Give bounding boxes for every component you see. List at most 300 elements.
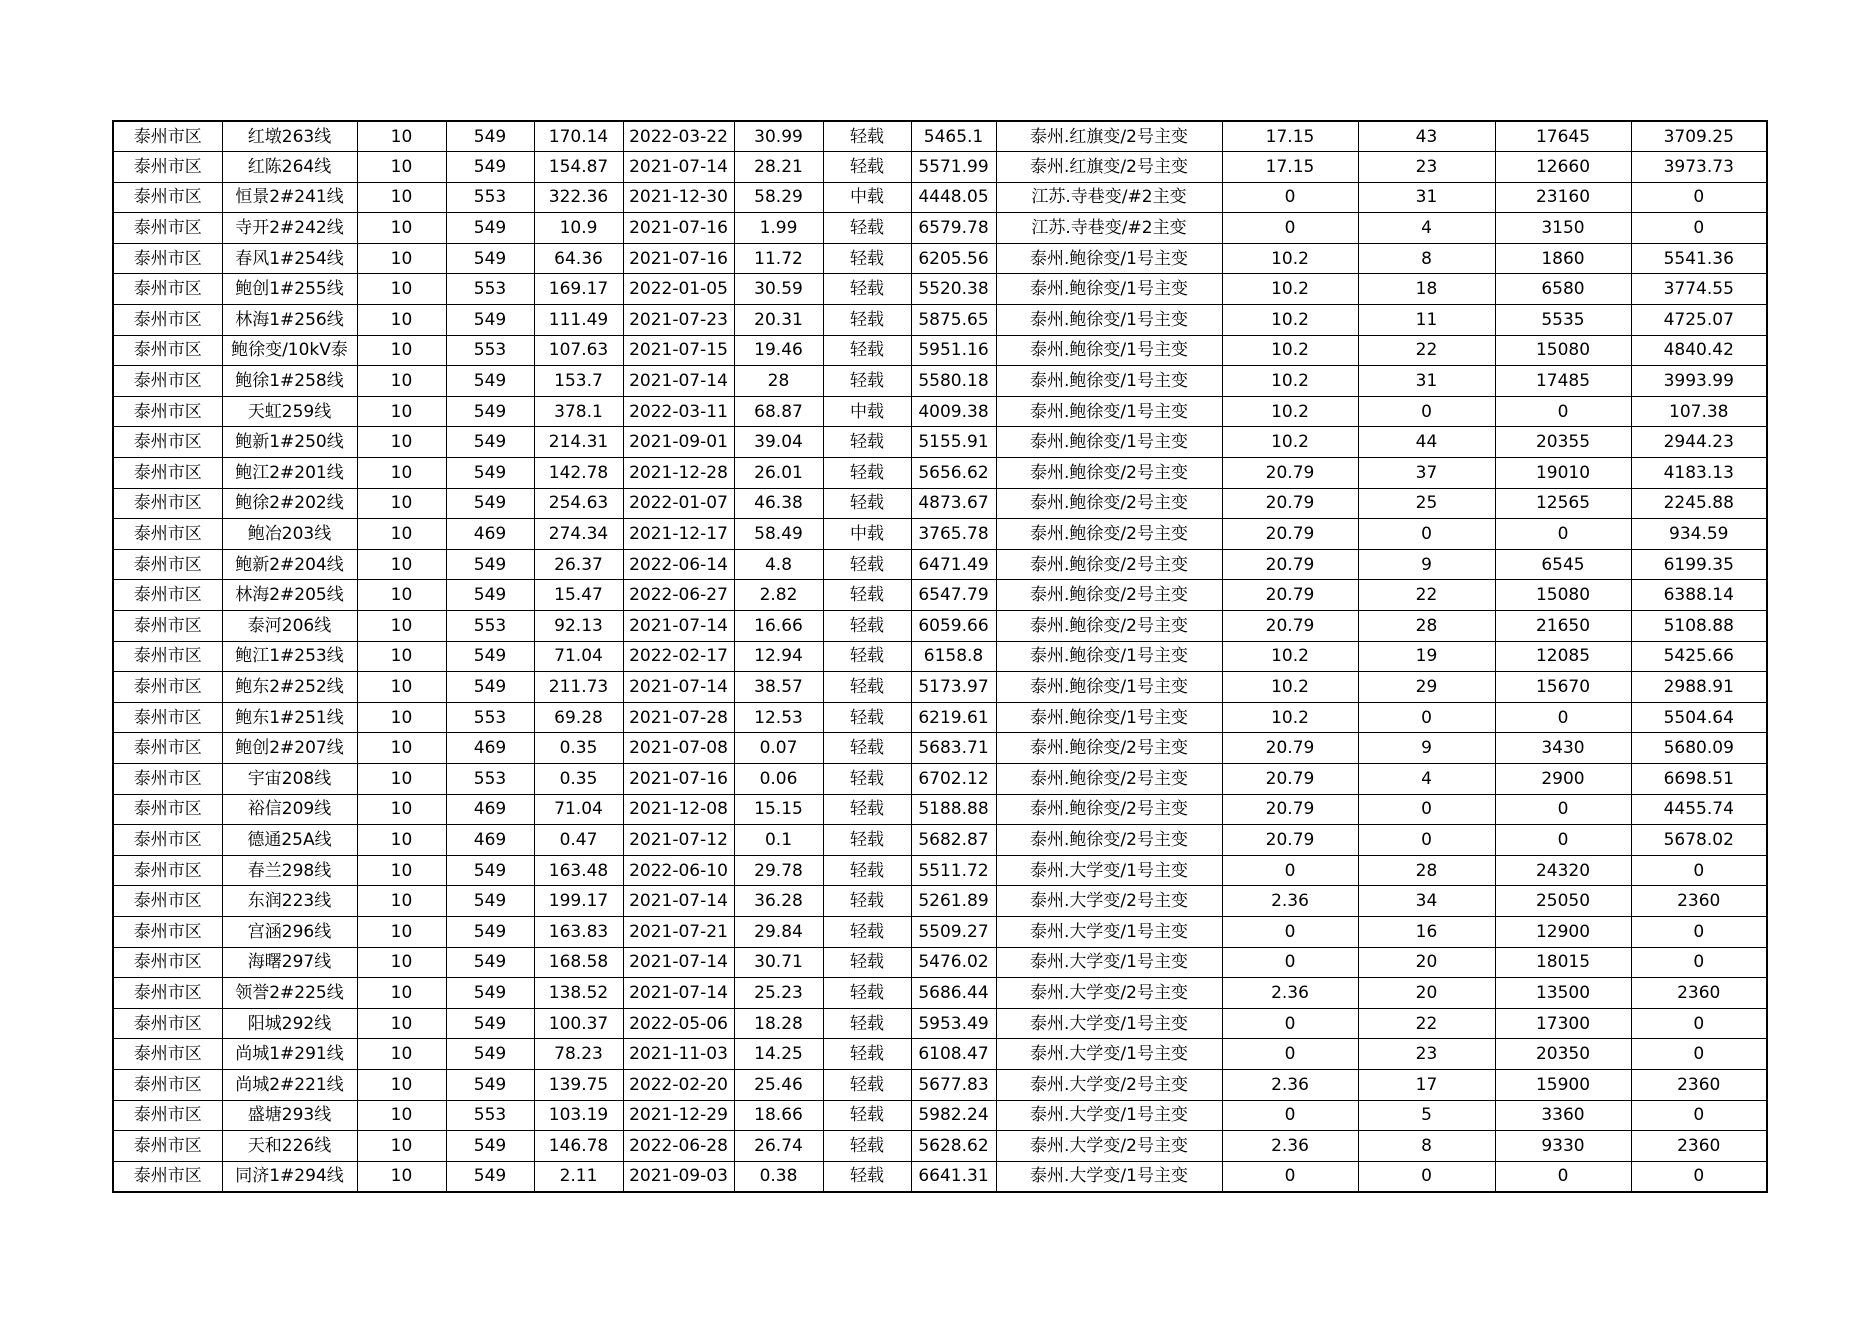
cell-margin: 5628.62 xyxy=(911,1131,996,1162)
cell-date: 2021-07-16 xyxy=(623,213,734,244)
cell-line-name: 鲍徐1#258线 xyxy=(222,366,357,397)
cell-trans-value: 20.79 xyxy=(1222,763,1358,794)
cell-rated-current: 549 xyxy=(446,488,534,519)
cell-transformer: 泰州.红旗变/2号主变 xyxy=(996,121,1222,152)
cell-date: 2021-09-01 xyxy=(623,427,734,458)
cell-rated-current: 549 xyxy=(446,916,534,947)
cell-voltage: 10 xyxy=(357,274,446,305)
cell-load-rate: 30.71 xyxy=(734,947,823,978)
cell-current: 168.58 xyxy=(534,947,623,978)
cell-voltage: 10 xyxy=(357,549,446,580)
cell-transformer: 泰州.鲍徐变/1号主变 xyxy=(996,396,1222,427)
cell-line-name: 恒景2#241线 xyxy=(222,182,357,213)
cell-user-count: 22 xyxy=(1358,1008,1495,1039)
table-row xyxy=(113,611,1767,642)
cell-load-status: 轻载 xyxy=(823,366,911,397)
cell-margin: 4448.05 xyxy=(911,182,996,213)
cell-margin: 5509.27 xyxy=(911,916,996,947)
cell-user-count: 37 xyxy=(1358,458,1495,489)
cell-district: 泰州市区 xyxy=(113,886,222,917)
cell-rated-current: 469 xyxy=(446,733,534,764)
cell-remaining: 5678.02 xyxy=(1631,825,1767,856)
table-row xyxy=(113,427,1767,458)
cell-load-rate: 19.46 xyxy=(734,335,823,366)
cell-trans-value: 0 xyxy=(1222,947,1358,978)
cell-date: 2021-07-23 xyxy=(623,305,734,336)
table-row xyxy=(113,886,1767,917)
table-row xyxy=(113,305,1767,336)
cell-trans-value: 2.36 xyxy=(1222,978,1358,1009)
cell-date: 2022-03-11 xyxy=(623,396,734,427)
cell-district: 泰州市区 xyxy=(113,488,222,519)
cell-user-count: 20 xyxy=(1358,947,1495,978)
cell-rated-current: 549 xyxy=(446,855,534,886)
cell-line-name: 盛塘293线 xyxy=(222,1100,357,1131)
cell-load-rate: 39.04 xyxy=(734,427,823,458)
cell-date: 2021-07-14 xyxy=(623,152,734,183)
cell-user-count: 18 xyxy=(1358,274,1495,305)
cell-remaining: 2360 xyxy=(1631,1131,1767,1162)
cell-remaining: 2988.91 xyxy=(1631,672,1767,703)
cell-load-status: 轻载 xyxy=(823,978,911,1009)
cell-load-rate: 58.49 xyxy=(734,519,823,550)
cell-line-name: 春兰298线 xyxy=(222,855,357,886)
cell-load-status: 轻载 xyxy=(823,672,911,703)
table-row xyxy=(113,1008,1767,1039)
cell-load-rate: 0.06 xyxy=(734,763,823,794)
cell-district: 泰州市区 xyxy=(113,182,222,213)
cell-margin: 6158.8 xyxy=(911,641,996,672)
cell-transformer: 江苏.寺巷变/#2主变 xyxy=(996,182,1222,213)
cell-remaining: 0 xyxy=(1631,1008,1767,1039)
table-row xyxy=(113,672,1767,703)
cell-rated-current: 549 xyxy=(446,549,534,580)
cell-district: 泰州市区 xyxy=(113,305,222,336)
cell-load-rate: 2.82 xyxy=(734,580,823,611)
cell-date: 2021-07-14 xyxy=(623,672,734,703)
cell-voltage: 10 xyxy=(357,825,446,856)
cell-trans-value: 2.36 xyxy=(1222,1131,1358,1162)
cell-user-count: 43 xyxy=(1358,121,1495,152)
cell-transformer: 泰州.鲍徐变/2号主变 xyxy=(996,549,1222,580)
cell-load-rate: 18.28 xyxy=(734,1008,823,1039)
cell-load-status: 中载 xyxy=(823,396,911,427)
cell-remaining: 107.38 xyxy=(1631,396,1767,427)
cell-load-status: 轻载 xyxy=(823,1039,911,1070)
cell-date: 2021-12-29 xyxy=(623,1100,734,1131)
cell-transformer: 泰州.大学变/1号主变 xyxy=(996,1039,1222,1070)
cell-capacity: 6545 xyxy=(1495,549,1631,580)
cell-user-count: 19 xyxy=(1358,641,1495,672)
cell-current: 0.35 xyxy=(534,733,623,764)
cell-date: 2021-12-17 xyxy=(623,519,734,550)
cell-remaining: 3993.99 xyxy=(1631,366,1767,397)
cell-trans-value: 20.79 xyxy=(1222,519,1358,550)
cell-district: 泰州市区 xyxy=(113,947,222,978)
cell-capacity: 15080 xyxy=(1495,335,1631,366)
cell-line-name: 尚城1#291线 xyxy=(222,1039,357,1070)
cell-load-status: 轻载 xyxy=(823,763,911,794)
cell-rated-current: 549 xyxy=(446,672,534,703)
cell-line-name: 林海1#256线 xyxy=(222,305,357,336)
cell-trans-value: 20.79 xyxy=(1222,794,1358,825)
cell-transformer: 泰州.鲍徐变/1号主变 xyxy=(996,702,1222,733)
cell-user-count: 16 xyxy=(1358,916,1495,947)
cell-user-count: 9 xyxy=(1358,733,1495,764)
cell-trans-value: 20.79 xyxy=(1222,549,1358,580)
cell-user-count: 31 xyxy=(1358,182,1495,213)
cell-trans-value: 2.36 xyxy=(1222,886,1358,917)
cell-voltage: 10 xyxy=(357,1008,446,1039)
cell-load-status: 中载 xyxy=(823,182,911,213)
cell-district: 泰州市区 xyxy=(113,825,222,856)
cell-date: 2021-12-08 xyxy=(623,794,734,825)
cell-district: 泰州市区 xyxy=(113,549,222,580)
cell-load-status: 轻载 xyxy=(823,641,911,672)
cell-line-name: 东润223线 xyxy=(222,886,357,917)
cell-trans-value: 10.2 xyxy=(1222,672,1358,703)
cell-load-status: 轻载 xyxy=(823,580,911,611)
cell-district: 泰州市区 xyxy=(113,458,222,489)
cell-line-name: 鲍创2#207线 xyxy=(222,733,357,764)
cell-date: 2021-07-14 xyxy=(623,978,734,1009)
cell-margin: 3765.78 xyxy=(911,519,996,550)
cell-load-rate: 11.72 xyxy=(734,243,823,274)
cell-margin: 5656.62 xyxy=(911,458,996,489)
cell-current: 111.49 xyxy=(534,305,623,336)
cell-line-name: 鲍冶203线 xyxy=(222,519,357,550)
cell-line-name: 鲍新1#250线 xyxy=(222,427,357,458)
cell-transformer: 泰州.鲍徐变/2号主变 xyxy=(996,794,1222,825)
cell-date: 2021-07-12 xyxy=(623,825,734,856)
cell-remaining: 0 xyxy=(1631,1161,1767,1192)
cell-line-name: 鲍东2#252线 xyxy=(222,672,357,703)
cell-trans-value: 17.15 xyxy=(1222,121,1358,152)
cell-rated-current: 549 xyxy=(446,458,534,489)
cell-district: 泰州市区 xyxy=(113,1100,222,1131)
cell-remaining: 934.59 xyxy=(1631,519,1767,550)
cell-voltage: 10 xyxy=(357,335,446,366)
cell-rated-current: 469 xyxy=(446,825,534,856)
cell-voltage: 10 xyxy=(357,152,446,183)
table-body xyxy=(113,121,1767,1192)
cell-load-status: 轻载 xyxy=(823,702,911,733)
cell-transformer: 泰州.鲍徐变/2号主变 xyxy=(996,611,1222,642)
cell-rated-current: 549 xyxy=(446,243,534,274)
cell-margin: 5173.97 xyxy=(911,672,996,703)
cell-voltage: 10 xyxy=(357,580,446,611)
cell-load-rate: 38.57 xyxy=(734,672,823,703)
cell-voltage: 10 xyxy=(357,978,446,1009)
cell-user-count: 5 xyxy=(1358,1100,1495,1131)
cell-voltage: 10 xyxy=(357,641,446,672)
cell-load-status: 轻载 xyxy=(823,152,911,183)
cell-rated-current: 549 xyxy=(446,947,534,978)
cell-district: 泰州市区 xyxy=(113,152,222,183)
cell-margin: 6205.56 xyxy=(911,243,996,274)
cell-trans-value: 20.79 xyxy=(1222,458,1358,489)
cell-district: 泰州市区 xyxy=(113,366,222,397)
cell-trans-value: 20.79 xyxy=(1222,580,1358,611)
cell-user-count: 0 xyxy=(1358,702,1495,733)
cell-user-count: 31 xyxy=(1358,366,1495,397)
cell-line-name: 鲍新2#204线 xyxy=(222,549,357,580)
cell-transformer: 泰州.鲍徐变/2号主变 xyxy=(996,763,1222,794)
cell-remaining: 0 xyxy=(1631,916,1767,947)
cell-trans-value: 10.2 xyxy=(1222,366,1358,397)
cell-date: 2022-02-17 xyxy=(623,641,734,672)
cell-line-name: 裕信209线 xyxy=(222,794,357,825)
cell-load-status: 轻载 xyxy=(823,274,911,305)
cell-current: 153.7 xyxy=(534,366,623,397)
cell-transformer: 泰州.大学变/1号主变 xyxy=(996,916,1222,947)
cell-district: 泰州市区 xyxy=(113,427,222,458)
cell-capacity: 24320 xyxy=(1495,855,1631,886)
cell-rated-current: 553 xyxy=(446,182,534,213)
table-row xyxy=(113,335,1767,366)
cell-line-name: 红墩263线 xyxy=(222,121,357,152)
cell-remaining: 0 xyxy=(1631,182,1767,213)
cell-trans-value: 10.2 xyxy=(1222,335,1358,366)
cell-load-status: 轻载 xyxy=(823,213,911,244)
cell-remaining: 6698.51 xyxy=(1631,763,1767,794)
cell-capacity: 20350 xyxy=(1495,1039,1631,1070)
cell-margin: 5951.16 xyxy=(911,335,996,366)
cell-rated-current: 553 xyxy=(446,763,534,794)
cell-capacity: 12085 xyxy=(1495,641,1631,672)
table-row xyxy=(113,549,1767,580)
cell-rated-current: 553 xyxy=(446,274,534,305)
cell-line-name: 领誉2#225线 xyxy=(222,978,357,1009)
cell-remaining: 0 xyxy=(1631,947,1767,978)
cell-voltage: 10 xyxy=(357,182,446,213)
cell-transformer: 泰州.鲍徐变/2号主变 xyxy=(996,488,1222,519)
table-row xyxy=(113,855,1767,886)
cell-user-count: 11 xyxy=(1358,305,1495,336)
cell-capacity: 12900 xyxy=(1495,916,1631,947)
cell-current: 26.37 xyxy=(534,549,623,580)
cell-trans-value: 0 xyxy=(1222,1039,1358,1070)
table-row xyxy=(113,763,1767,794)
cell-transformer: 泰州.鲍徐变/1号主变 xyxy=(996,243,1222,274)
table-row xyxy=(113,152,1767,183)
cell-margin: 6702.12 xyxy=(911,763,996,794)
cell-current: 71.04 xyxy=(534,794,623,825)
cell-remaining: 0 xyxy=(1631,855,1767,886)
cell-voltage: 10 xyxy=(357,916,446,947)
cell-transformer: 泰州.鲍徐变/1号主变 xyxy=(996,335,1222,366)
cell-rated-current: 469 xyxy=(446,519,534,550)
cell-line-name: 尚城2#221线 xyxy=(222,1069,357,1100)
cell-remaining: 4725.07 xyxy=(1631,305,1767,336)
cell-trans-value: 10.2 xyxy=(1222,305,1358,336)
cell-line-name: 海曙297线 xyxy=(222,947,357,978)
cell-voltage: 10 xyxy=(357,794,446,825)
cell-load-rate: 0.38 xyxy=(734,1161,823,1192)
cell-line-name: 阳城292线 xyxy=(222,1008,357,1039)
cell-load-status: 轻载 xyxy=(823,1131,911,1162)
cell-load-rate: 46.38 xyxy=(734,488,823,519)
cell-user-count: 22 xyxy=(1358,335,1495,366)
cell-margin: 5686.44 xyxy=(911,978,996,1009)
cell-line-name: 宇宙208线 xyxy=(222,763,357,794)
cell-current: 139.75 xyxy=(534,1069,623,1100)
table-row xyxy=(113,733,1767,764)
cell-load-status: 轻载 xyxy=(823,916,911,947)
cell-user-count: 25 xyxy=(1358,488,1495,519)
cell-date: 2021-12-30 xyxy=(623,182,734,213)
cell-current: 92.13 xyxy=(534,611,623,642)
cell-line-name: 天和226线 xyxy=(222,1131,357,1162)
cell-capacity: 18015 xyxy=(1495,947,1631,978)
cell-date: 2022-05-06 xyxy=(623,1008,734,1039)
cell-district: 泰州市区 xyxy=(113,916,222,947)
cell-district: 泰州市区 xyxy=(113,641,222,672)
table-row xyxy=(113,458,1767,489)
data-table xyxy=(112,120,1768,1193)
cell-current: 214.31 xyxy=(534,427,623,458)
cell-capacity: 5535 xyxy=(1495,305,1631,336)
cell-user-count: 44 xyxy=(1358,427,1495,458)
cell-rated-current: 549 xyxy=(446,1161,534,1192)
cell-capacity: 0 xyxy=(1495,794,1631,825)
cell-current: 0.35 xyxy=(534,763,623,794)
cell-trans-value: 10.2 xyxy=(1222,243,1358,274)
cell-current: 71.04 xyxy=(534,641,623,672)
cell-date: 2021-07-08 xyxy=(623,733,734,764)
cell-date: 2022-06-10 xyxy=(623,855,734,886)
cell-rated-current: 549 xyxy=(446,213,534,244)
cell-remaining: 4840.42 xyxy=(1631,335,1767,366)
cell-user-count: 23 xyxy=(1358,1039,1495,1070)
cell-capacity: 19010 xyxy=(1495,458,1631,489)
cell-load-rate: 14.25 xyxy=(734,1039,823,1070)
cell-load-status: 轻载 xyxy=(823,947,911,978)
cell-current: 15.47 xyxy=(534,580,623,611)
cell-load-status: 轻载 xyxy=(823,855,911,886)
cell-transformer: 泰州.大学变/1号主变 xyxy=(996,855,1222,886)
cell-voltage: 10 xyxy=(357,488,446,519)
cell-capacity: 3150 xyxy=(1495,213,1631,244)
cell-district: 泰州市区 xyxy=(113,519,222,550)
cell-line-name: 寺开2#242线 xyxy=(222,213,357,244)
cell-trans-value: 0 xyxy=(1222,1100,1358,1131)
cell-district: 泰州市区 xyxy=(113,580,222,611)
cell-voltage: 10 xyxy=(357,366,446,397)
cell-margin: 4009.38 xyxy=(911,396,996,427)
cell-capacity: 20355 xyxy=(1495,427,1631,458)
cell-rated-current: 549 xyxy=(446,427,534,458)
cell-trans-value: 20.79 xyxy=(1222,733,1358,764)
cell-voltage: 10 xyxy=(357,1100,446,1131)
cell-current: 170.14 xyxy=(534,121,623,152)
cell-user-count: 22 xyxy=(1358,580,1495,611)
cell-margin: 5677.83 xyxy=(911,1069,996,1100)
cell-user-count: 28 xyxy=(1358,611,1495,642)
cell-voltage: 10 xyxy=(357,1069,446,1100)
cell-capacity: 17485 xyxy=(1495,366,1631,397)
cell-remaining: 2944.23 xyxy=(1631,427,1767,458)
cell-load-status: 轻载 xyxy=(823,458,911,489)
cell-rated-current: 469 xyxy=(446,794,534,825)
cell-user-count: 0 xyxy=(1358,519,1495,550)
cell-district: 泰州市区 xyxy=(113,733,222,764)
cell-rated-current: 549 xyxy=(446,1131,534,1162)
cell-voltage: 10 xyxy=(357,1039,446,1070)
cell-voltage: 10 xyxy=(357,763,446,794)
cell-remaining: 3973.73 xyxy=(1631,152,1767,183)
cell-capacity: 17645 xyxy=(1495,121,1631,152)
cell-transformer: 江苏.寺巷变/#2主变 xyxy=(996,213,1222,244)
cell-trans-value: 2.36 xyxy=(1222,1069,1358,1100)
cell-trans-value: 20.79 xyxy=(1222,611,1358,642)
cell-transformer: 泰州.鲍徐变/2号主变 xyxy=(996,580,1222,611)
cell-load-status: 轻载 xyxy=(823,121,911,152)
cell-transformer: 泰州.鲍徐变/2号主变 xyxy=(996,733,1222,764)
cell-load-status: 轻载 xyxy=(823,1069,911,1100)
table-row xyxy=(113,978,1767,1009)
cell-load-rate: 26.74 xyxy=(734,1131,823,1162)
cell-rated-current: 549 xyxy=(446,886,534,917)
cell-current: 100.37 xyxy=(534,1008,623,1039)
cell-load-status: 轻载 xyxy=(823,794,911,825)
table-row xyxy=(113,702,1767,733)
cell-user-count: 0 xyxy=(1358,1161,1495,1192)
cell-capacity: 13500 xyxy=(1495,978,1631,1009)
cell-user-count: 20 xyxy=(1358,978,1495,1009)
cell-margin: 5511.72 xyxy=(911,855,996,886)
cell-load-rate: 29.78 xyxy=(734,855,823,886)
cell-voltage: 10 xyxy=(357,733,446,764)
cell-voltage: 10 xyxy=(357,855,446,886)
cell-district: 泰州市区 xyxy=(113,794,222,825)
cell-capacity: 12660 xyxy=(1495,152,1631,183)
cell-trans-value: 10.2 xyxy=(1222,641,1358,672)
cell-load-rate: 0.1 xyxy=(734,825,823,856)
cell-date: 2021-07-14 xyxy=(623,366,734,397)
cell-user-count: 9 xyxy=(1358,549,1495,580)
cell-capacity: 0 xyxy=(1495,1161,1631,1192)
cell-margin: 5261.89 xyxy=(911,886,996,917)
cell-transformer: 泰州.大学变/1号主变 xyxy=(996,1100,1222,1131)
cell-line-name: 天虹259线 xyxy=(222,396,357,427)
cell-load-rate: 28 xyxy=(734,366,823,397)
cell-district: 泰州市区 xyxy=(113,243,222,274)
cell-load-rate: 25.23 xyxy=(734,978,823,1009)
cell-district: 泰州市区 xyxy=(113,672,222,703)
cell-line-name: 鲍徐变/10kV泰 xyxy=(222,335,357,366)
cell-transformer: 泰州.鲍徐变/1号主变 xyxy=(996,274,1222,305)
cell-load-status: 轻载 xyxy=(823,733,911,764)
cell-load-status: 轻载 xyxy=(823,1100,911,1131)
cell-district: 泰州市区 xyxy=(113,396,222,427)
cell-trans-value: 20.79 xyxy=(1222,488,1358,519)
cell-line-name: 鲍江1#253线 xyxy=(222,641,357,672)
cell-transformer: 泰州.大学变/1号主变 xyxy=(996,1008,1222,1039)
cell-district: 泰州市区 xyxy=(113,1069,222,1100)
cell-voltage: 10 xyxy=(357,947,446,978)
cell-trans-value: 0 xyxy=(1222,182,1358,213)
cell-remaining: 5504.64 xyxy=(1631,702,1767,733)
cell-capacity: 0 xyxy=(1495,825,1631,856)
cell-load-rate: 0.07 xyxy=(734,733,823,764)
cell-transformer: 泰州.鲍徐变/1号主变 xyxy=(996,366,1222,397)
cell-trans-value: 10.2 xyxy=(1222,427,1358,458)
cell-transformer: 泰州.大学变/2号主变 xyxy=(996,978,1222,1009)
cell-voltage: 10 xyxy=(357,672,446,703)
cell-voltage: 10 xyxy=(357,1131,446,1162)
cell-current: 69.28 xyxy=(534,702,623,733)
